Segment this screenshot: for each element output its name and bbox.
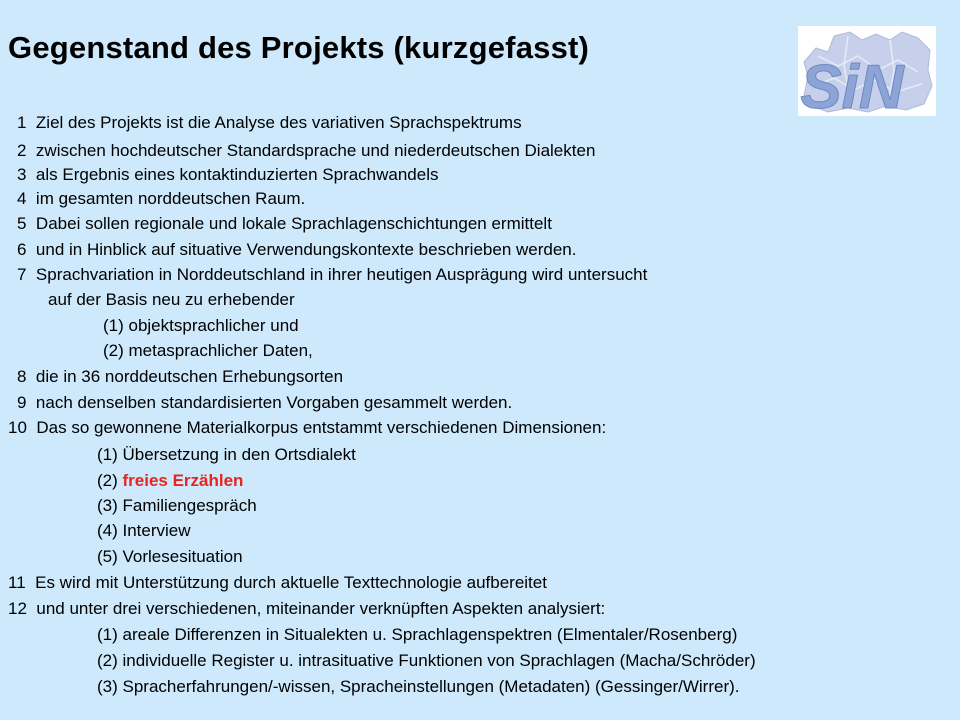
line-number: 4: [17, 189, 27, 208]
line-3: [17, 165, 439, 185]
line-text: Dabei sollen regionale und lokale Sprachlagenschichtungen ermittelt: [35, 214, 552, 233]
line-number: 1: [17, 113, 27, 132]
line-text: (1) areale Differenzen in Situalekten u. Sprachlagenspektren (Elmentaler/Rosenberg): [97, 625, 738, 644]
line-text: nach denselben standardisierten Vorgaben gesammelt werden.: [35, 393, 513, 412]
line-number: 2: [17, 141, 27, 160]
line-4: [17, 189, 305, 209]
line-11: [8, 573, 547, 593]
line-12-item-3: [97, 677, 740, 697]
line-text: Es wird mit Unterstützung durch aktuelle Texttechnologie aufbereitet: [35, 573, 547, 592]
line-text: Sprachvariation in Norddeutschland in ihrer heutigen Ausprägung wird untersucht: [35, 265, 648, 284]
line-number: 6: [17, 240, 27, 259]
line-2: [17, 141, 595, 161]
line-text: zwischen hochdeutscher Standardsprache und niederdeutschen Dialekten: [35, 141, 596, 160]
line-number: 5: [17, 214, 27, 233]
line-10-item-2: [97, 471, 243, 491]
line-7-continuation: [48, 290, 295, 310]
line-text: (4) Interview: [97, 521, 191, 540]
logo-text: SiN: [800, 53, 904, 116]
line-text: (2): [97, 471, 123, 490]
line-10-item-3: [97, 496, 257, 516]
line-text: Ziel des Projekts ist die Analyse des variativen Sprachspektrums: [35, 113, 522, 132]
line-number: 7: [17, 265, 27, 284]
line-number: 12: [8, 599, 27, 618]
line-text: (2) individuelle Register u. intrasituative Funktionen von Sprachlagen (Macha/Schröder): [97, 651, 756, 670]
line-12-item-2: [97, 651, 756, 671]
line-number: 9: [17, 393, 27, 412]
line-text: (5) Vorlesesituation: [97, 547, 243, 566]
line-text: im gesamten norddeutschen Raum.: [35, 189, 306, 208]
page-title: Gegenstand des Projekts (kurzgefasst): [8, 30, 590, 65]
line-10-item-5: [97, 547, 243, 567]
line-10: [8, 418, 606, 438]
line-text: Das so gewonnene Materialkorpus entstammt verschiedenen Dimensionen:: [36, 418, 607, 437]
line-10-item-1: [97, 445, 356, 465]
line-text: (1) objektsprachlicher und: [103, 316, 299, 335]
line-7-item-2: [103, 341, 313, 361]
line-7: [17, 265, 647, 285]
line-8: [17, 367, 343, 387]
line-number: 8: [17, 367, 27, 386]
line-text: und in Hinblick auf situative Verwendungskontexte beschrieben werden.: [35, 240, 577, 259]
line-text: die in 36 norddeutschen Erhebungsorten: [35, 367, 344, 386]
line-7-item-1: [103, 316, 299, 336]
line-text: als Ergebnis eines kontaktinduzierten Sprachwandels: [35, 165, 439, 184]
line-10-item-4: [97, 521, 191, 541]
line-number: 3: [17, 165, 27, 184]
line-9: [17, 393, 512, 413]
line-number: 10: [8, 418, 27, 437]
line-text: (1) Übersetzung in den Ortsdialekt: [97, 445, 356, 464]
line-5: [17, 214, 552, 234]
line-text: auf der Basis neu zu erhebender: [48, 290, 295, 309]
line-number: 11: [8, 573, 26, 592]
line-6: [17, 240, 576, 260]
highlight-text: freies Erzählen: [122, 471, 244, 490]
line-text: (3) Spracherfahrungen/-wissen, Spracheinstellungen (Metadaten) (Gessinger/Wirrer).: [97, 677, 740, 696]
line-text: und unter drei verschiedenen, miteinander verknüpften Aspekten analysiert:: [36, 599, 606, 618]
line-text: (2) metasprachlicher Daten,: [103, 341, 313, 360]
line-text: (3) Familiengespräch: [97, 496, 257, 515]
line-1: [17, 113, 522, 133]
line-12: [8, 599, 605, 619]
line-12-item-1: [97, 625, 737, 645]
